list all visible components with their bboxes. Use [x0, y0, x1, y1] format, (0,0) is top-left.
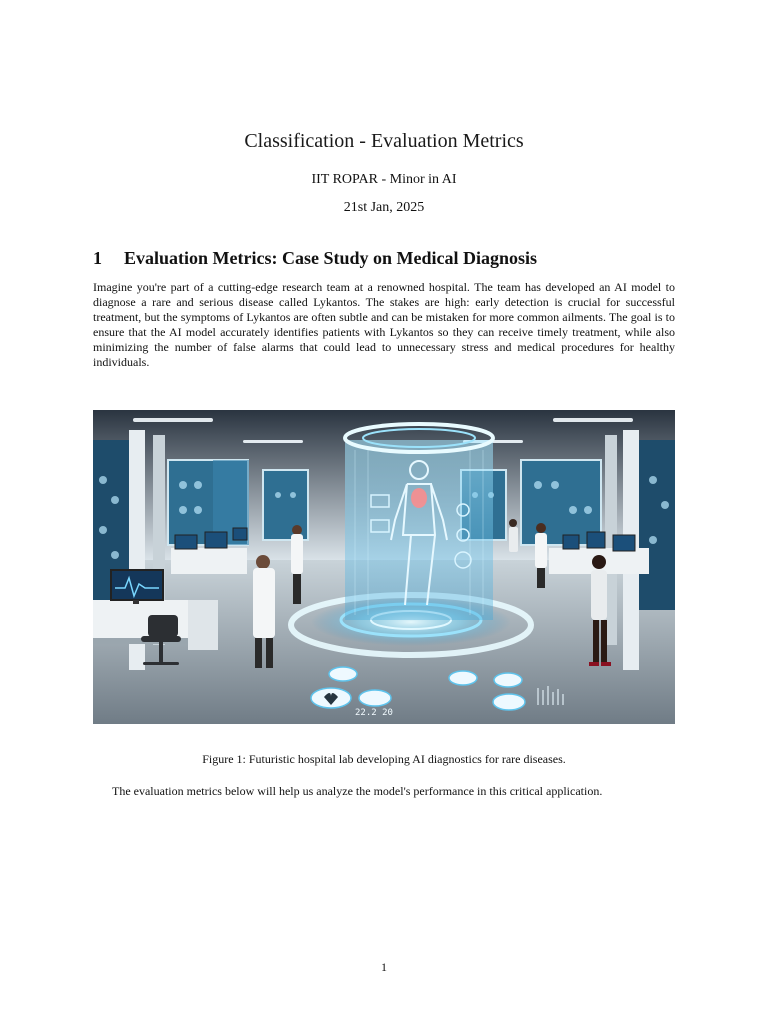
- document-subtitle: IIT ROPAR - Minor in AI: [311, 172, 457, 187]
- document-title: Classification - Evaluation Metrics: [244, 130, 524, 152]
- figure-illustration: [93, 410, 675, 724]
- intro-paragraph: Imagine you're part of a cutting-edge research team at a renowned hospital. The team has developed an AI model to diagnose a rare and serious disease called Lykantos. The stakes are high: early detection is crucial for successful treatment, but the symptoms of Lykantos are often subtle and can be mistaken for more common ailments. The goal is to ensure that the AI model accurately identifies patients with Lykantos so they can receive timely treatment, while also minimizing the number of false alarms that could lead to unnecessary stress and medical procedures for healthy individuals.: [93, 280, 675, 369]
- document-date: 21st Jan, 2025: [343, 200, 425, 215]
- page-number: 1: [381, 960, 387, 974]
- section-number: 1: [93, 248, 102, 268]
- figure-followup-text: The evaluation metrics below will help us analyze the model's performance in this critical application.: [112, 784, 603, 798]
- hologram-readout: 22.2 20: [355, 708, 393, 718]
- section-title: Evaluation Metrics: Case Study on Medical Diagnosis: [124, 248, 538, 268]
- section-heading: [93, 248, 537, 269]
- person-background-far: [509, 519, 518, 552]
- figure-caption: Figure 1: Futuristic hospital lab developing AI diagnostics for rare diseases.: [202, 752, 566, 766]
- hospital-lab-illustration: [93, 410, 675, 724]
